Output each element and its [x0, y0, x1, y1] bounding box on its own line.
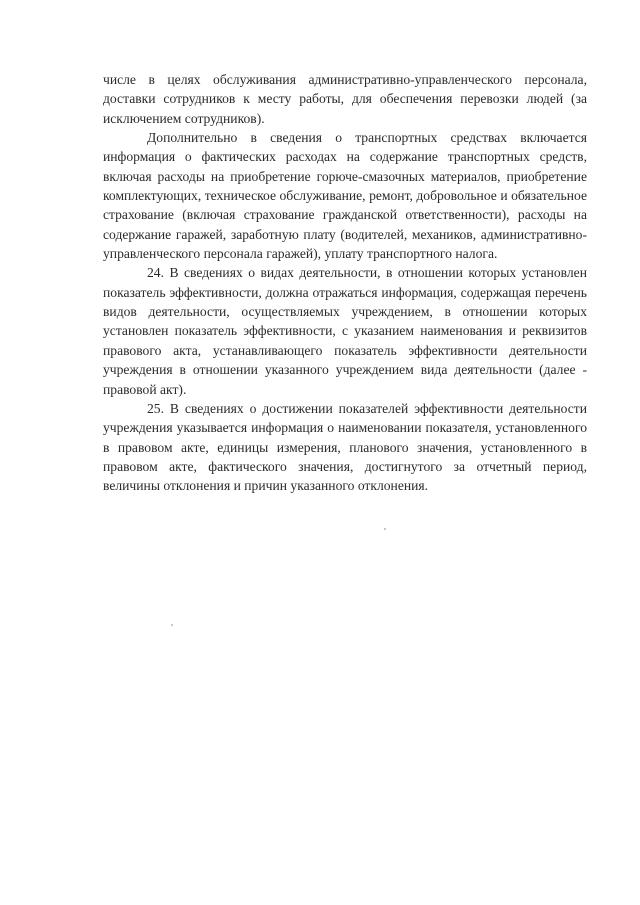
paragraph-item-24: 24. В сведениях о видах деятельности, в отношении которых установлен показатель эффективности, должна отражаться информация, содержащая перечень видов деятельности, осуществляемых учреждением, в отношении которых установлен показатель эффективности, с указанием наименования и реквизитов правового акта, устанавливающего показатель эффективности деятельности учреждения в отношении указанного учреждением вида деятельности (далее - правовой акт).	[103, 265, 587, 397]
document-body	[103, 70, 587, 496]
scan-speck	[384, 528, 386, 530]
paragraph-continuation: числе в целях обслуживания административно-управленческого персонала, доставки сотрудников к месту работы, для обеспечения перевозки людей (за исключением сотрудников).	[103, 72, 587, 126]
scan-speck	[171, 624, 173, 626]
paragraph-transport-expenses: Дополнительно в сведения о транспортных средствах включается информация о фактических расходах на содержание транспортных средств, включая расходы на приобретение горюче-смазочных материалов, приобретение комплектующих, техническое обслуживание, ремонт, добровольное и обязательное страхование (включая страхование гражданской ответственности), расходы на содержание гаражей, заработную плату (водителей, механиков, административно-управленческого персонала гаражей), уплату транспортного налога.	[103, 130, 587, 262]
paragraph-item-25: 25. В сведениях о достижении показателей эффективности деятельности учреждения указывается информация о наименовании показателя, установленного в правовом акте, единицы измерения, планового значения, установленного в правовом акте, фактического значения, достигнутого за отчетный период, величины отклонения и причин указанного отклонения.	[103, 400, 587, 494]
